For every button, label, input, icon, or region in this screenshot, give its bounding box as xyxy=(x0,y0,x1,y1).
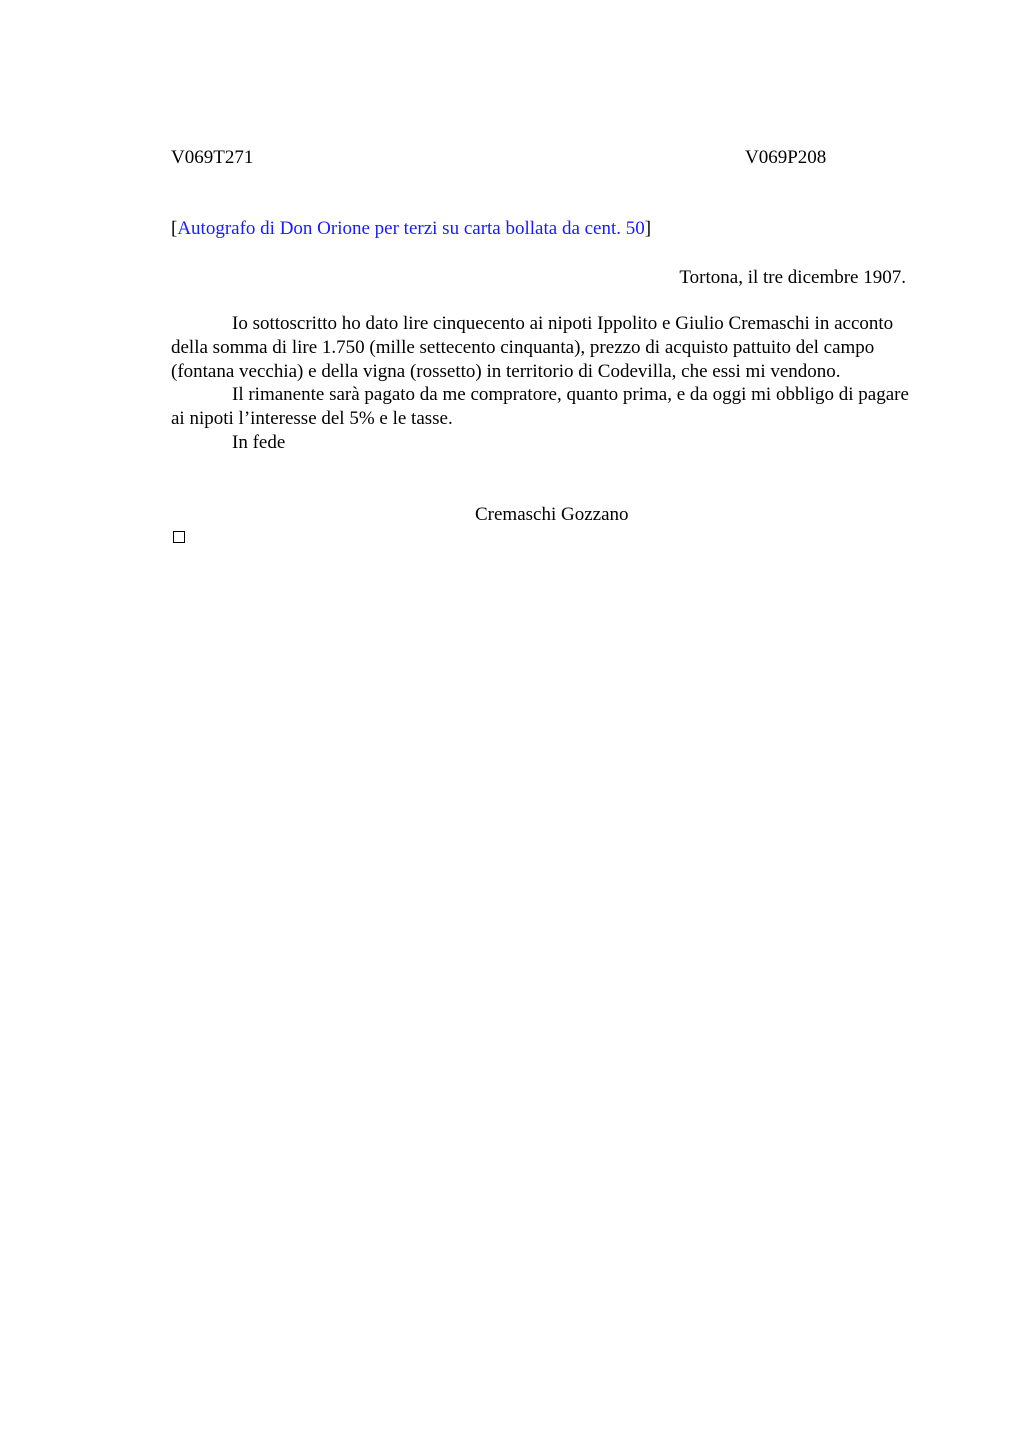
empty-square-icon xyxy=(173,531,185,543)
note-open-bracket: [ xyxy=(171,218,178,239)
letter-signature: Cremaschi Gozzano xyxy=(475,504,629,525)
editorial-note xyxy=(171,217,651,241)
letter-date: Tortona, il tre dicembre 1907. xyxy=(679,267,906,288)
document-code-left: V069T271 xyxy=(171,147,254,168)
note-close-bracket: ] xyxy=(644,218,652,239)
letter-body xyxy=(171,312,914,455)
letter-closing: In fede xyxy=(232,431,286,453)
document-code-right: V069P208 xyxy=(745,147,827,168)
letter-paragraph-2: Il rimanente sarà pagato da me compratore, quanto prima, e da oggi mi obbligo di pagare ai nipoti l’interesse del 5% e le tasse. xyxy=(171,384,909,430)
letter-paragraph-1: Io sottoscritto ho dato lire cinquecento ai nipoti Ippolito e Giulio Cremaschi in acconto della somma di lire 1.750 (mille settecento cinquanta), prezzo di acquisto pattuito del campo (fontana vecchia) e della vigna (rossetto) in territorio di Codevilla, che essi mi vendono. xyxy=(171,313,894,382)
editorial-note-text: Autografo di Don Orione per terzi su carta bollata da cent. 50 xyxy=(177,218,645,239)
